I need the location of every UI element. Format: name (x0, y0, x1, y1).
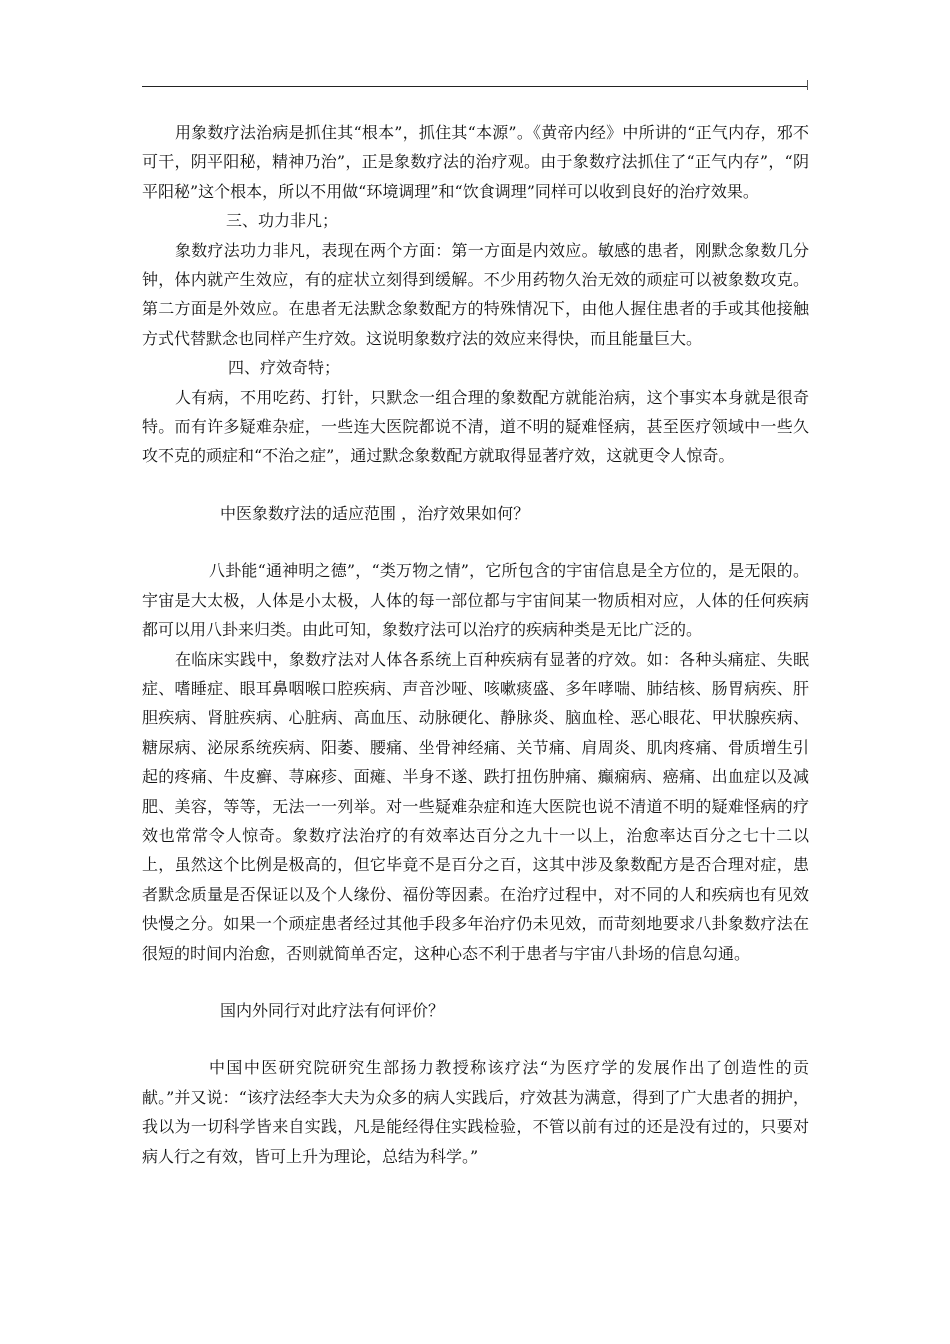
paragraph-power: 象数疗法功力非凡，表现在两个方面：第一方面是内效应。敏感的患者，刚默念象数几分钟，体内就产生效应，有的症状立刻得到缓解。不少用药物久治无效的顽症可以被象数攻克。第二方面是外效应。在患者无法默念象数配方的特殊情况下，由他人握住患者的手或其他接触方式代替默念也同样产生疗效。这说明象数疗法的效应来得快，而且能量巨大。 (142, 240, 809, 348)
paragraph-evaluation: 中国中医研究院研究生部扬力教授称该疗法“为医疗学的发展作出了创造性的贡献。”并又说：“该疗法经李大夫为众多的病人实践后，疗效甚为满意，得到了广大患者的拥护，我以为一切科学皆来自实践，凡是能经得住实践检验，不管以前有过的还是没有过的，只要对病人行之有效，皆可上升为理论，总结为科学。” (142, 1058, 809, 1166)
paragraph-efficacy: 人有病，不用吃药、打针，只默念一组合理的象数配方就能治病，这个事实本身就是很奇特。而有许多疑难杂症，一些连大医院都说不清，道不明的疑难怪病，甚至医疗领域中一些久攻不克的顽症和“不治之症”，通过默念象数配方就取得显著疗效，这就更令人惊奇。 (142, 387, 809, 466)
section-heading-scope: 中医象数疗法的适应范围 ，治疗效果如何？ (220, 503, 530, 523)
header-rule (142, 86, 808, 87)
paragraph-bagua: 八卦能“通神明之德”，“类万物之情”，它所包含的宇宙信息是全方位的，是无限的。宇宙是大太极，人体是小太极，人体的每一部位都与宇宙间某一物质相对应，人体的任何疾病都可以用八卦来归类。由此可知，象数疗法可以治疗的疾病种类是无比广泛的。 (142, 561, 809, 640)
subheading-efficacy: 四、疗效奇特； (228, 358, 341, 378)
paragraph-clinical: 在临床实践中，象数疗法对人体各系统上百种疾病有显著的疗效。如：各种头痛症、失眠症、嗜睡症、眼耳鼻咽喉口腔疾病、声音沙哑、咳嗽痰盛、多年哮喘、肺结核、肠胃病疾、肝胆疾病、肾脏疾病、心脏病、高血压、动脉硬化、静脉炎、脑血栓、恶心眼花、甲状腺疾病、糖尿病、泌尿系统疾病、阳萎、腰痛、坐骨神经痛、关节痛、肩周炎、肌肉疼痛、骨质增生引起的疼痛、牛皮癣、荨麻疹、面瘫、半身不遂、跌打扭伤肿痛、癫痫病、癌痛、出血症以及减肥、美容，等等，无法一一列举。对一些疑难杂症和连大医院也说不清道不明的疑难怪病的疗效也常常令人惊奇。象数疗法治疗的有效率达百分之九十一以上，治愈率达百分之七十二以上，虽然这个比例是极高的，但它毕竟不是百分之百，这其中涉及象数配方是否合理对症，患者默念质量是否保证以及个人缘份、福份等因素。在治疗过程中，对不同的人和疾病也有见效快慢之分。如果一个顽症患者经过其他手段多年治疗仍未见效，而苛刻地要求八卦象数疗法在很短的时间内治愈，否则就简单否定，这种心态不利于患者与宇宙八卦场的信息勾通。 (142, 649, 809, 963)
header-rule-tick (807, 80, 808, 90)
section-heading-evaluation: 国内外同行对此疗法有何评价？ (220, 1000, 445, 1020)
subheading-power: 三、功力非凡； (226, 211, 339, 231)
paragraph-root-cause: 用象数疗法治病是抓住其“根本”，抓住其“本源”。《黄帝内经》中所讲的“正气内存，邪不可干，阴平阳秘，精神乃治”，正是象数疗法的治疗观。由于象数疗法抓住了“正气内存”，“阴平阳秘”这个根本，所以不用做“环境调理”和“饮食调理”同样可以收到良好的治疗效果。 (142, 123, 809, 201)
document-body (142, 118, 809, 1171)
